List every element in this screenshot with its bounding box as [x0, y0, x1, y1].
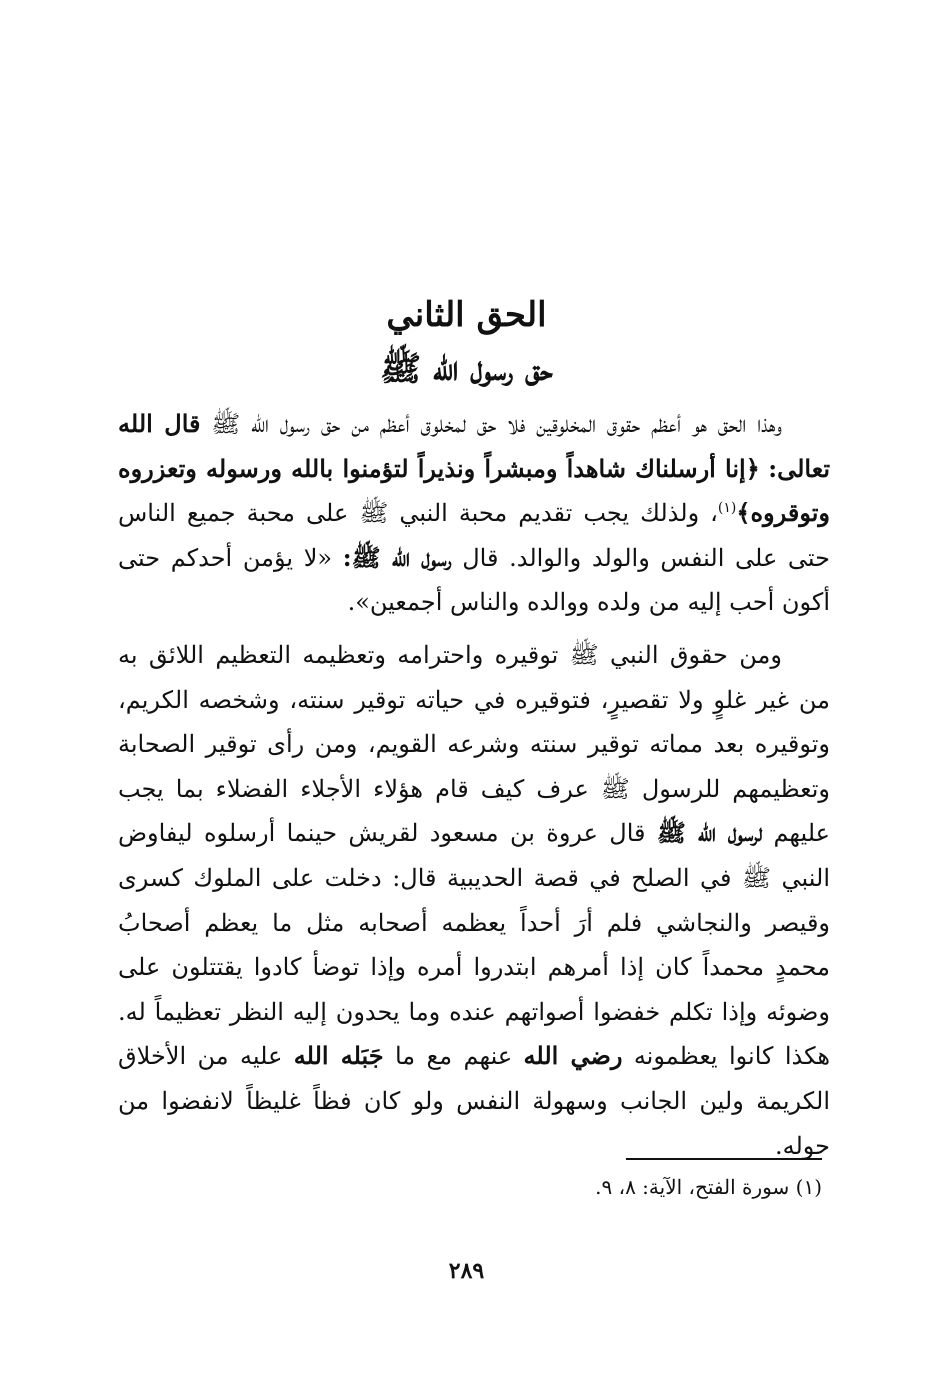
body-text [118, 402, 830, 1168]
paragraph-2 [118, 633, 830, 1168]
footnote-divider [626, 1158, 822, 1160]
paragraph-1-text: وهذا الحق هو أعظم حقوق المخلوقين فلا حق لمخلوق أعظم من حق رسول الله ﷺ [211, 410, 782, 438]
hadith-text: «لا يؤمن أحدكم حتى أكون أحب إليه من ولده ووالده والناس أجمعين». [118, 543, 830, 617]
quran-intro: قال الله تعالى: [118, 409, 830, 483]
page-number: ٢٨٩ [448, 1258, 485, 1284]
honorific-phrase: رضي الله [523, 1041, 623, 1071]
paragraph-2-text: ومن حقوق النبي ﷺ توقيره واحترامه وتعظيمه التعظيم اللائق به من غير غلوٍ ولا تقصيرٍ، فتوقيره في حياته توقير سنته، وشخصه الكريم، وتوقيره بعد مماته توقير سنته وشرعه القويم، ومن رأى توقير الصحابة وتعظيمهم للرسول ﷺ عرف كيف قام هؤلاء الأجلاء الفضلاء بما يجب عليهم [118, 640, 830, 848]
quran-verse: ﴿إنا أرسلناك شاهداً ومبشراً ونذيراً لتؤمنوا بالله ورسوله وتعزروه وتوقروه﴾ [118, 453, 830, 528]
chapter-subtitle: حق رسول الله ﷺ [380, 349, 553, 389]
chapter-heading [0, 288, 933, 396]
paragraph-2-text-continued: قال عروة بن مسعود لقريش حينما أرسلوه ليفاوض النبي ﷺ في الصلح في قصة الحديبية قال: دخلت على الملوك كسرى وقيصر والنجاشي فلم أرَ أحداً يعظمه أصحابه مثل ما يعظم أصحابُ محمدٍ محمداً كان إذا أمرهم ابتدروا أمره وإذا توضأ كادوا يقتتلون على وضوئه وإذا تكلم خفضوا أصواتهم عنده وما يحدون إليه النظر تعظيماً له. هكذا كانوا يعظمونه [118, 819, 831, 1071]
footnote: (١) سورة الفتح، الآية: ٨، ٩. [595, 1175, 822, 1199]
chapter-title: الحق الثاني [386, 295, 547, 335]
divine-phrase: جَبَله الله [293, 1041, 384, 1071]
paragraph-1-text-continued: ، ولذلك يجب تقديم محبة النبي ﷺ على محبة جميع الناس حتى على النفس والولد والوالد. قال [118, 499, 831, 572]
paragraph-2-text-end: عليه من الأخلاق الكريمة ولين الجانب وسهولة النفس ولو كان فظاً غليظاً لانفضوا من حوله. [118, 1042, 830, 1160]
footnote-reference: (١) [717, 500, 737, 517]
hadith-attribution: رسول الله ﷺ: [342, 542, 452, 572]
paragraph-2-text-middle: عنهم مع ما [394, 1042, 513, 1071]
paragraph-1 [118, 402, 830, 625]
prophet-reference: لرسول الله ﷺ [656, 818, 763, 848]
